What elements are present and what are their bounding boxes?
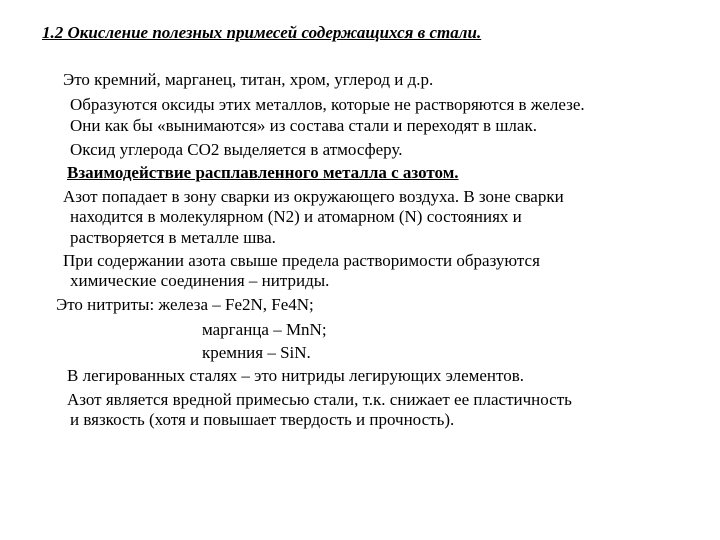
text-line: находится в молекулярном (N2) и атомарном (N) состояниях и bbox=[70, 207, 522, 226]
text-line: В легированных сталях – это нитриды легирующих элементов. bbox=[67, 366, 524, 385]
slide-title: 1.2 Окисление полезных примесей содержащихся в стали. bbox=[42, 23, 482, 42]
text-line: марганца – MnN; bbox=[202, 320, 327, 339]
text-line: Это нитриты: железа – Fe2N, Fe4N; bbox=[56, 295, 314, 314]
text-line: Азот попадает в зону сварки из окружающего воздуха. В зоне сварки bbox=[63, 187, 564, 206]
text-line: Это кремний, марганец, титан, хром, углерод и д.р. bbox=[63, 70, 434, 89]
text-line: Азот является вредной примесью стали, т.к. снижает ее пластичность bbox=[67, 390, 572, 409]
text-line: растворяется в металле шва. bbox=[70, 228, 276, 247]
text-line: Оксид углерода СО2 выделяется в атмосферу. bbox=[70, 140, 403, 159]
text-line: и вязкость (хотя и повышает твердость и прочность). bbox=[70, 410, 455, 429]
section-heading: Взаимодействие расплавленного металла с азотом. bbox=[67, 163, 459, 182]
text-line: При содержании азота свыше предела растворимости образуются bbox=[63, 251, 540, 270]
text-line: Они как бы «вынимаются» из состава стали и переходят в шлак. bbox=[70, 116, 537, 135]
text-line: Образуются оксиды этих металлов, которые не растворяются в железе. bbox=[70, 95, 585, 114]
text-line: кремния – SiN. bbox=[202, 343, 311, 362]
text-line: химические соединения – нитриды. bbox=[70, 271, 330, 290]
